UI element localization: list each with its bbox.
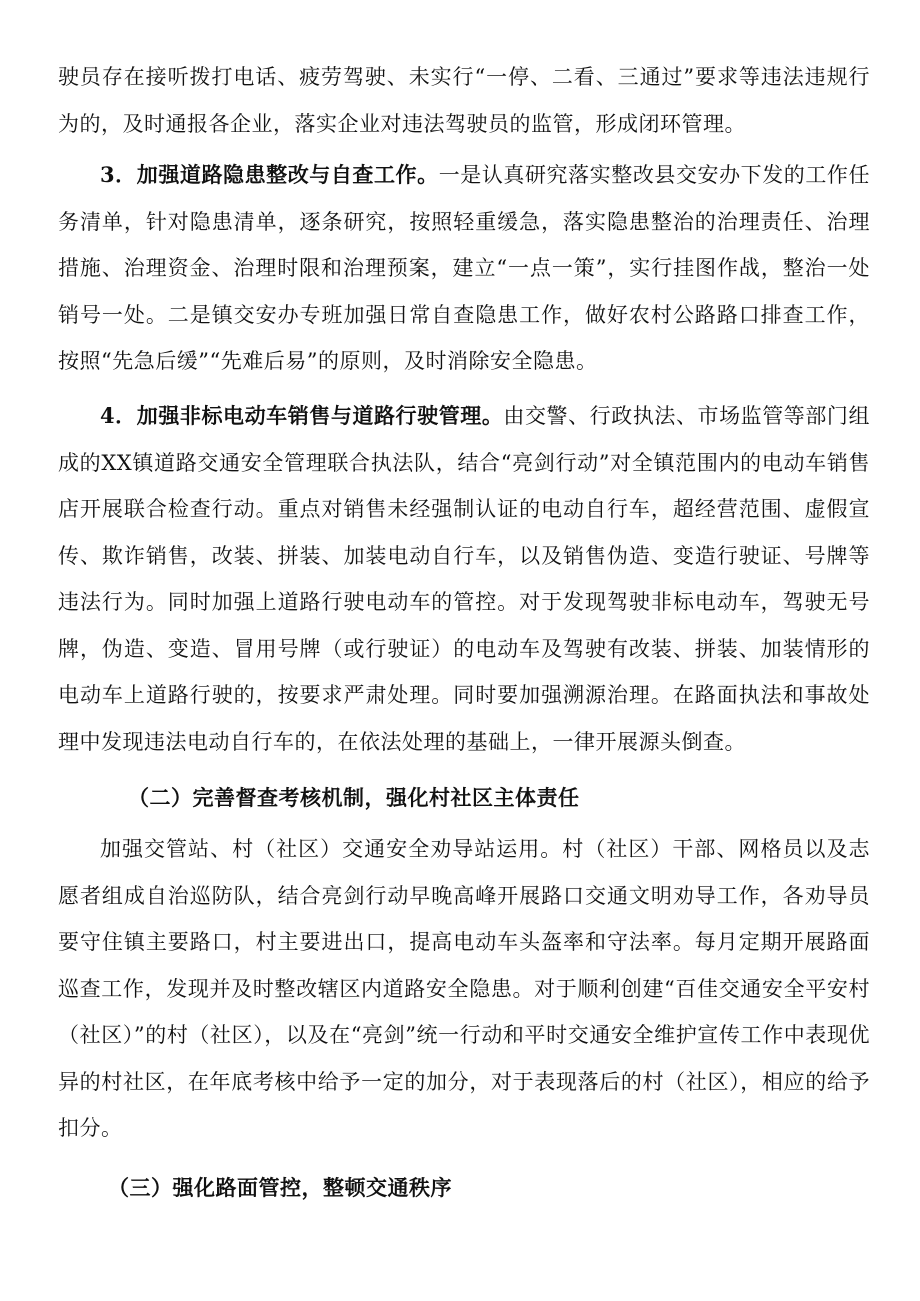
item-3-body: 一是认真研究落实整改县交安办下发的工作任务清单，针对隐患清单，逐条研究，按照轻重缓急，落实隐患整治的治理责任、治理措施、治理资金、治理时限和治理预案，建立“一点一策”，实行挂图作战，整治一处销号一处。二是镇交安办专班加强日常自查隐患工作，做好农村公路路口排查工作，按照“先急后缓”“先难后易”的原则，及时消除安全隐患。 bbox=[58, 163, 870, 373]
item-4-paragraph bbox=[58, 393, 870, 765]
section-2-body: 加强交管站、村（社区）交通安全劝导站运用。村（社区）干部、网格员以及志愿者组成自治巡防队，结合亮剑行动早晚高峰开展路口交通文明劝导工作，各劝导员要守住镇主要路口，村主要进出口，提高电动车头盔率和守法率。每月定期开展路面巡查工作，发现并及时整改辖区内道路安全隐患。对于顺利创建“百佳交通安全平安村（社区）”的村（社区），以及在“亮剑”统一行动和平时交通安全维护宣传工作中表现优异的村社区，在年底考核中给予一定的加分，对于表现落后的村（社区），相应的给予扣分。 bbox=[58, 837, 870, 1140]
item-4-body: 由交警、行政执法、市场监管等部门组成的XX镇道路交通安全管理联合执法队，结合“亮剑行动”对全镇范围内的电动车销售店开展联合检查行动。重点对销售未经强制认证的电动自行车，超经营范围、虚假宣传、欺诈销售，改装、拼装、加装电动自行车，以及销售伪造、变造行驶证、号牌等违法行为。同时加强上道路行驶电动车的管控。对于发现驾驶非标电动车，驾驶无号牌，伪造、变造、冒用号牌（或行驶证）的电动车及驾驶有改装、拼装、加装情形的电动车上道路行驶的，按要求严肃处理。同时要加强溯源治理。在路面执法和事故处理中发现违法电动自行车的，在依法处理的基础上，一律开展源头倒查。 bbox=[58, 404, 870, 754]
intro-paragraph: 驶员存在接听拨打电话、疲劳驾驶、未实行“一停、二看、三通过”要求等违法违规行为的，及时通报各企业，落实企业对违法驾驶员的监管，形成闭环管理。 bbox=[58, 65, 870, 136]
item-3-paragraph bbox=[58, 152, 870, 385]
item-4-title: 4．加强非标电动车销售与道路行驶管理。 bbox=[100, 403, 504, 428]
section-3-heading: （三）强化路面管控，整顿交通秩序 bbox=[108, 1175, 452, 1200]
item-3-title: 3．加强道路隐患整改与自查工作。 bbox=[100, 162, 439, 187]
section-2-heading: （二）完善督查考核机制，强化村社区主体责任 bbox=[128, 785, 580, 810]
